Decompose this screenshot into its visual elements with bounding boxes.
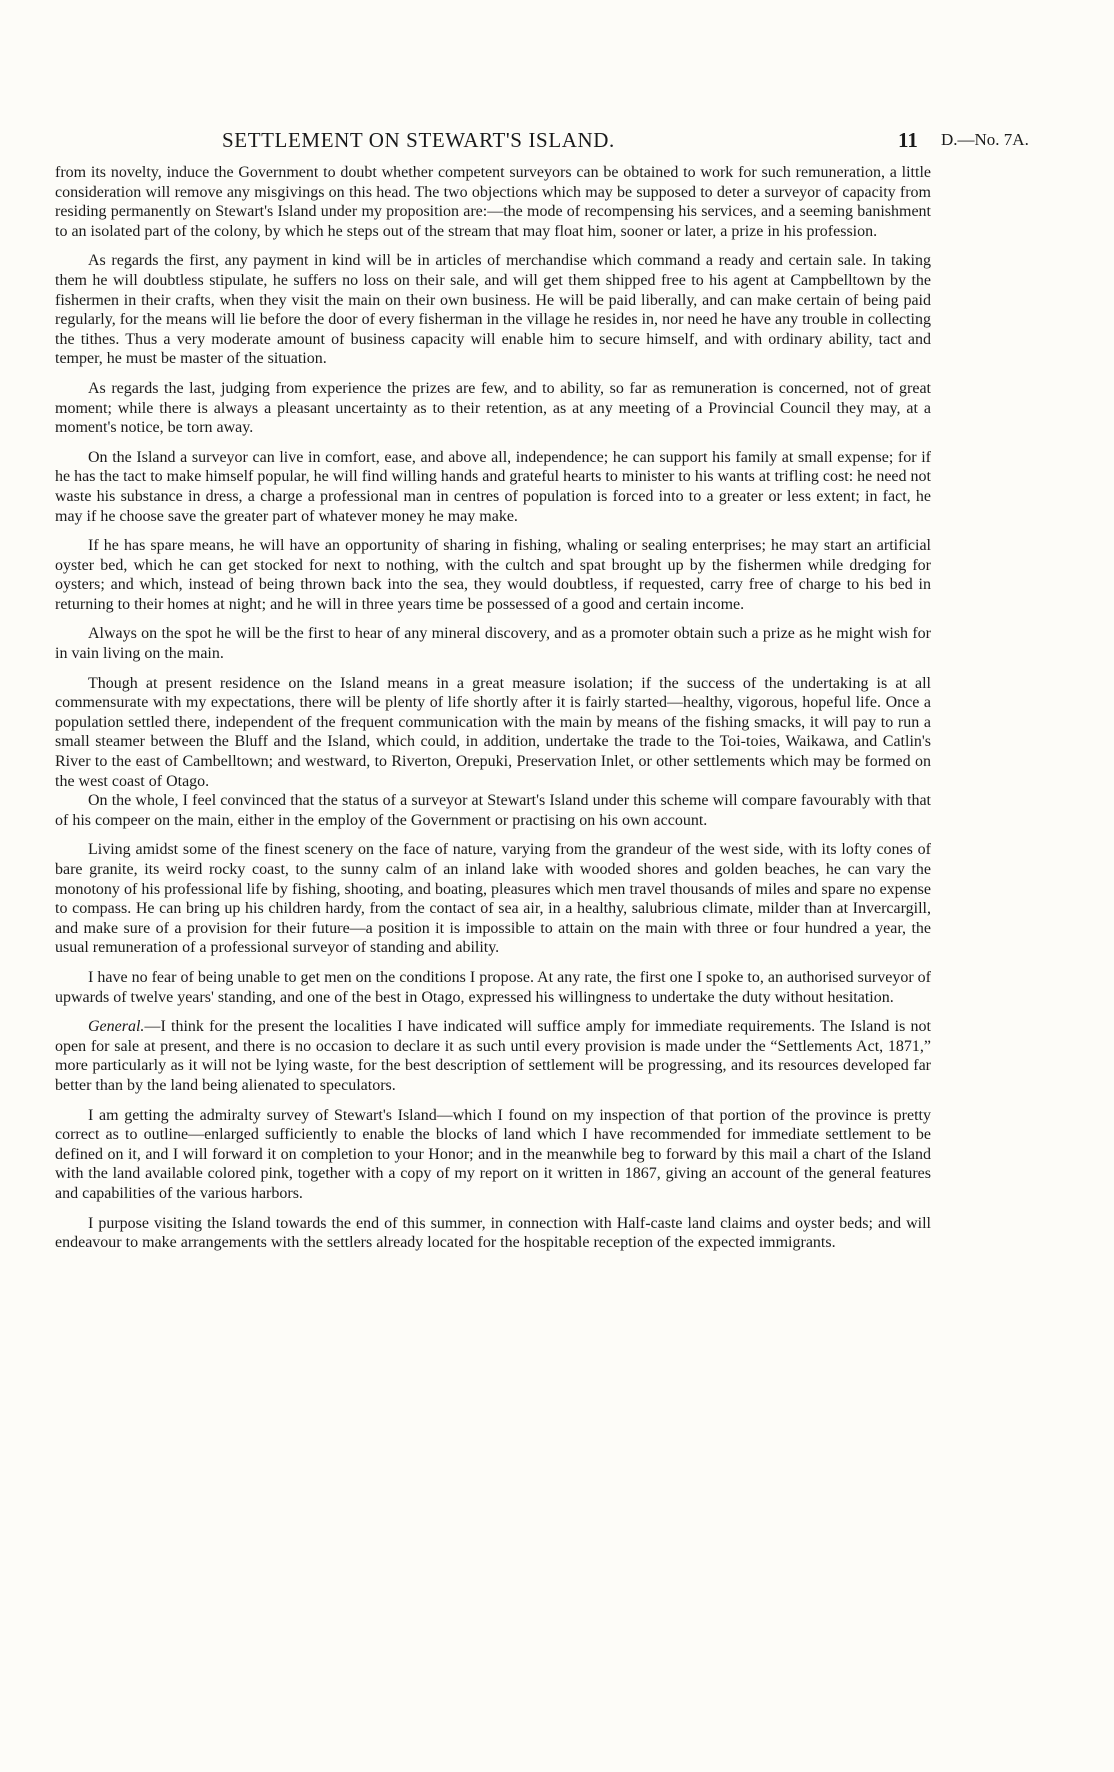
body-text (55, 163, 931, 1263)
paragraph: If he has spare means, he will have an opportunity of sharing in fishing, whaling or sealing enterprises; he may start an artificial oyster bed, which he can get stocked for next to nothing, with the cultch and spat brought up by the fishermen while dredging for oysters; and which, instead of being thrown back into the sea, they would doubtless, if requested, carry free of charge to his bed in returning to their homes at night; and he will in three years time be possessed of a good and certain income. (55, 537, 931, 613)
paragraph: Though at present residence on the Island means in a great measure isolation; if the success of the undertaking is at all commensurate with my expectations, there will be plenty of life shortly after it is fairly started—healthy, vigorous, hopeful life. Once a population settled there, independent of the frequent communication with the main by means of the fishing smacks, it will pay to run a small steamer between the Bluff and the Island, which could, in addition, undertake the trade to the Toi-toies, Waikawa, and Catlin's River to the east of Cambelltown; and westward, to Riverton, Orepuki, Preservation Inlet, or other settlements which may be formed on the west coast of Otago. (55, 674, 931, 790)
paragraph: As regards the last, judging from experience the prizes are few, and to ability, so far as remuneration is concerned, not of great moment; while there is always a pleasant uncertainty as to their retention, as at any meeting of a Provincial Council they may, at a moment's notice, be torn away. (55, 379, 931, 437)
paragraph: from its novelty, induce the Government to doubt whether competent surveyors can be obtained to work for such remuneration, a little consideration will remove any misgivings on this head. The two objections which may be supposed to deter a surveyor of capacity from residing permanently on Stewart's Island under my proposition are:—the mode of recompensing his services, and a seeming banishment to an isolated part of the colony, by which he steps out of the stream that may float him, sooner or later, a prize in his profession. (55, 164, 931, 240)
document-reference: D.—No. 7A. (941, 130, 1029, 149)
paragraph: On the Island a surveyor can live in comfort, ease, and above all, independence; he can support his family at small expense; for if he has the tact to make himself popular, he will find willing hands and grateful hearts to minister to his wants at trifling cost: he need not waste his substance in dress, a charge a professional man in centres of population is forced into to a greater or less extent; in fact, he may if he choose save the greater part of whatever money he may make. (55, 448, 931, 525)
paragraph: I am getting the admiralty survey of Stewart's Island—which I found on my inspection of that portion of the province is pretty correct as to outline—enlarged sufficiently to enable the blocks of land which I have recommended for immediate settlement to be defined on it, and I will forward it on completion to your Honor; and in the meanwhile beg to forward by this mail a chart of the Island with the land available colored pink, together with a copy of my report on it written in 1867, giving an account of the general features and capabilities of the various harbors. (55, 1106, 931, 1202)
paragraph: Always on the spot he will be the first to hear of any mineral discovery, and as a promoter obtain such a prize as he might wish for in vain living on the main. (55, 625, 931, 663)
paragraph: As regards the first, any payment in kind will be in articles of merchandise which command a ready and certain sale. In taking them he will doubtless stipulate, he suffers no loss on their sale, and will get them shipped free to his agent at Campbelltown by the fishermen in their crafts, when they visit the main on their own business. He will be paid liberally, and can make certain of being paid regularly, for the means will lie before the door of every fisherman in the village he resides in, nor need he have any trouble in collecting the tithes. Thus a very moderate amount of business capacity will enable him to secure himself, and with ordinary ability, tact and temper, he must be master of the situation. (55, 252, 931, 368)
paragraph: On the whole, I feel convinced that the status of a surveyor at Stewart's Island under this scheme will compare favourably with that of his compeer on the main, either in the employ of the Government or practising on his own account. (55, 792, 931, 829)
paragraph-text: I think for the present the localities I have indicated will suffice amply for immediate requirements. The Island is not open for sale at present, and there is no occasion to declare it as such until every provision is made under the “Settlements Act, 1871,” more particularly as it will not be lying waste, for the best description of settlement will be progressing, and its resources developed far better than by the land being alienated to speculators. (55, 1018, 931, 1094)
running-title: SETTLEMENT ON STEWART'S ISLAND. (222, 128, 615, 152)
paragraph: Living amidst some of the finest scenery on the face of nature, varying from the grandeur of the west side, with its lofty cones of bare granite, its weird rocky coast, to the sunny calm of an inland lake with wooded shores and golden beaches, he can vary the monotony of his professional life by fishing, shooting, and boating, pleasures which men travel thousands of miles and spare no expense to compass. He can bring up his children hardy, from the contact of sea air, in a healthy, salubrious climate, milder than at Invercargill, and make sure of a provision for their future—a position it is impossible to attain on the main with three or four hundred a year, the usual remuneration of a professional surveyor of standing and ability. (55, 841, 931, 957)
page-header (0, 128, 1114, 158)
paragraph: I purpose visiting the Island towards the end of this summer, in connection with Half-caste land claims and oyster beds; and will endeavour to make arrangements with the settlers already located for the hospitable reception of the expected immigrants. (55, 1214, 931, 1252)
page-number: 11 (898, 128, 918, 152)
paragraph: I have no fear of being unable to get men on the conditions I propose. At any rate, the first one I spoke to, an authorised surveyor of upwards of twelve years' standing, and one of the best in Otago, expressed his willingness to undertake the duty without hesitation. (55, 968, 931, 1006)
paragraph-general: General.—I think for the present the localities I have indicated will suffice amply for immediate requirements. The Island is not open for sale at present, and there is no occasion to declare it as such until every provision is made under the “Settlements Act, 1871,” more particularly as it will not be lying waste, for the best description of settlement will be progressing, and its resources developed far better than by the land being alienated to speculators. (55, 1018, 931, 1094)
section-heading: General. (88, 1018, 145, 1036)
